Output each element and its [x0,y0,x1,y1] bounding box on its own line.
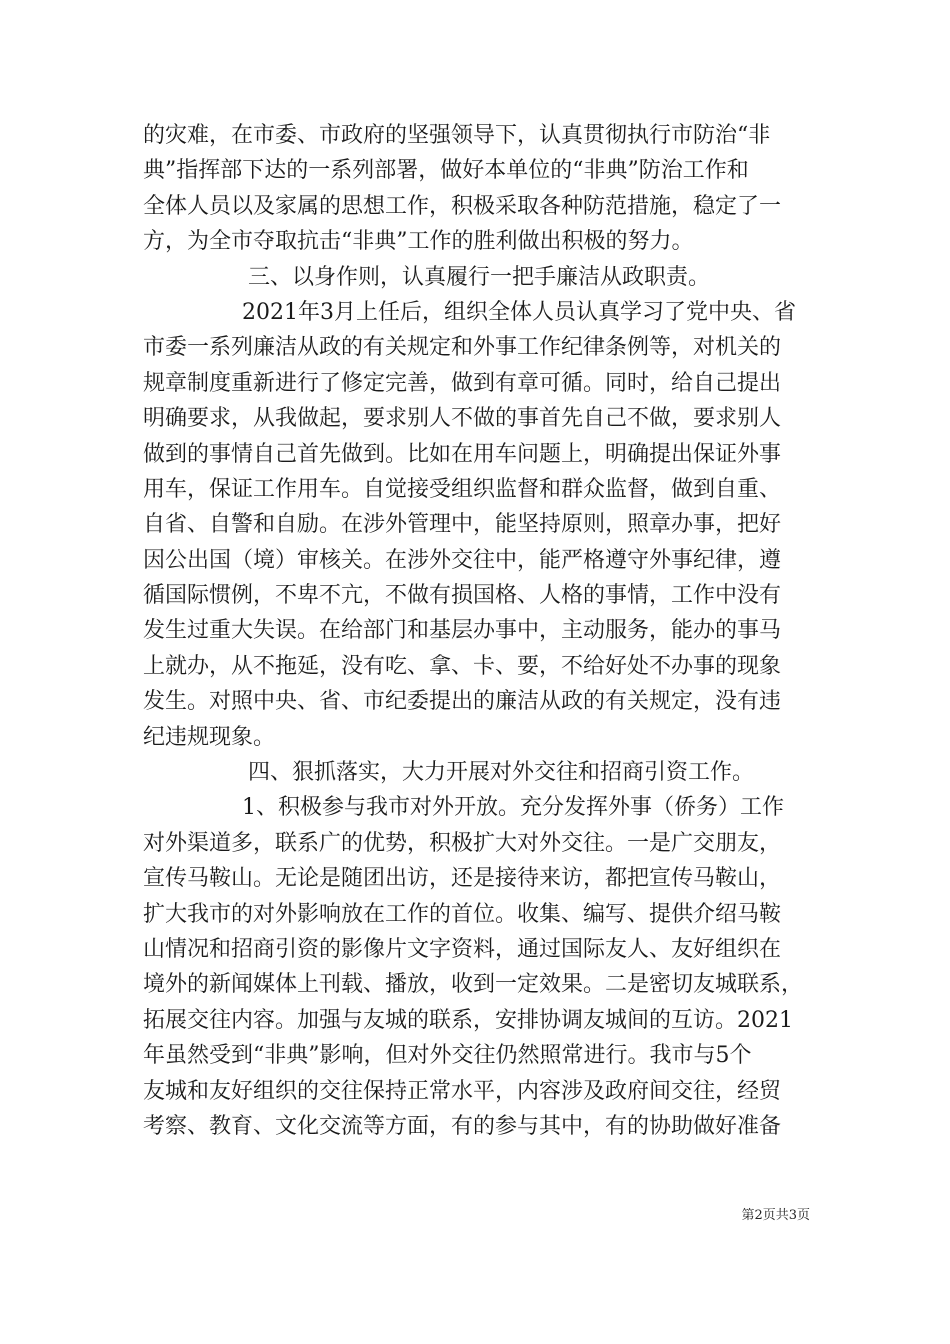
text-line: 循国际惯例，不卑不亢，不做有损国格、人格的事情，工作中没有 [143,583,782,609]
text-line: 自省、自警和自励。在涉外管理中，能坚持原则，照章办事，把好 [143,512,782,538]
text-line: 全体人员以及家属的思想工作，积极采取各种防范措施，稳定了一 [143,193,782,219]
text-line: 境外的新闻媒体上刊载、播放，收到一定效果。二是密切友城联系， [143,972,804,998]
body-text [143,118,813,1144]
text-line: 上就办，从不拖延，没有吃、拿、卡、要，不给好处不办事的现象 [143,653,782,679]
text-line: 发生过重大失误。在给部门和基层办事中，主动服务，能办的事马 [143,618,782,644]
text-line: 友城和友好组织的交往保持正常水平，内容涉及政府间交往，经贸 [143,1078,782,1104]
page-number-footer: 第2页共3页 [741,1208,810,1223]
section-heading-4: 四、狠抓落实，大力开展对外交往和招商引资工作。 [248,760,755,786]
text-line: 对外渠道多，联系广的优势，积极扩大对外交往。一是广交朋友， [143,830,782,856]
text-line: 因公出国（境）审核关。在涉外交往中，能严格遵守外事纪律，遵 [143,547,782,573]
text-line: 1、积极参与我市对外开放。充分发挥外事（侨务）工作 [242,795,784,821]
text-line: 扩大我市的对外影响放在工作的首位。收集、编写、提供介绍马鞍 [143,901,782,927]
text-line: 考察、教育、文化交流等方面，有的参与其中，有的协助做好准备 [143,1113,782,1139]
text-line: 纪违规现象。 [143,724,276,750]
text-line: 年虽然受到“非典”影响，但对外交往仍然照常进行。我市与5个 [143,1043,752,1069]
text-line: 明确要求，从我做起，要求别人不做的事首先自己不做，要求别人 [143,406,782,432]
text-line: 的灾难，在市委、市政府的坚强领导下，认真贯彻执行市防治“非 [143,123,771,148]
text-line: 市委一系列廉洁从政的有关规定和外事工作纪律条例等，对机关的 [143,335,782,361]
text-line: 规章制度重新进行了修定完善，做到有章可循。同时，给自己提出 [143,370,782,396]
section-heading-3: 三、以身作则，认真履行一把手廉洁从政职责。 [248,264,711,290]
text-line: 用车，保证工作用车。自觉接受组织监督和群众监督，做到自重、 [143,476,782,502]
text-line: 发生。对照中央、省、市纪委提出的廉洁从政的有关规定，没有违 [143,689,782,715]
text-line: 典”指挥部下达的一系列部署，做好本单位的“非典”防治工作和 [143,158,749,184]
text-line: 2021年3月上任后，组织全体人员认真学习了党中央、省 [242,299,796,325]
text-line: 宣传马鞍山。无论是随团出访，还是接待来访，都把宣传马鞍山， [143,866,782,892]
text-line: 拓展交往内容。加强与友城的联系，安排协调友城间的互访。2021 [143,1007,793,1033]
text-line: 山情况和招商引资的影像片文字资料，通过国际友人、友好组织在 [143,936,782,962]
text-line: 方，为全市夺取抗击“非典”工作的胜利做出积极的努力。 [143,229,694,255]
text-line: 做到的事情自己首先做到。比如在用车问题上，明确提出保证外事 [143,441,782,467]
